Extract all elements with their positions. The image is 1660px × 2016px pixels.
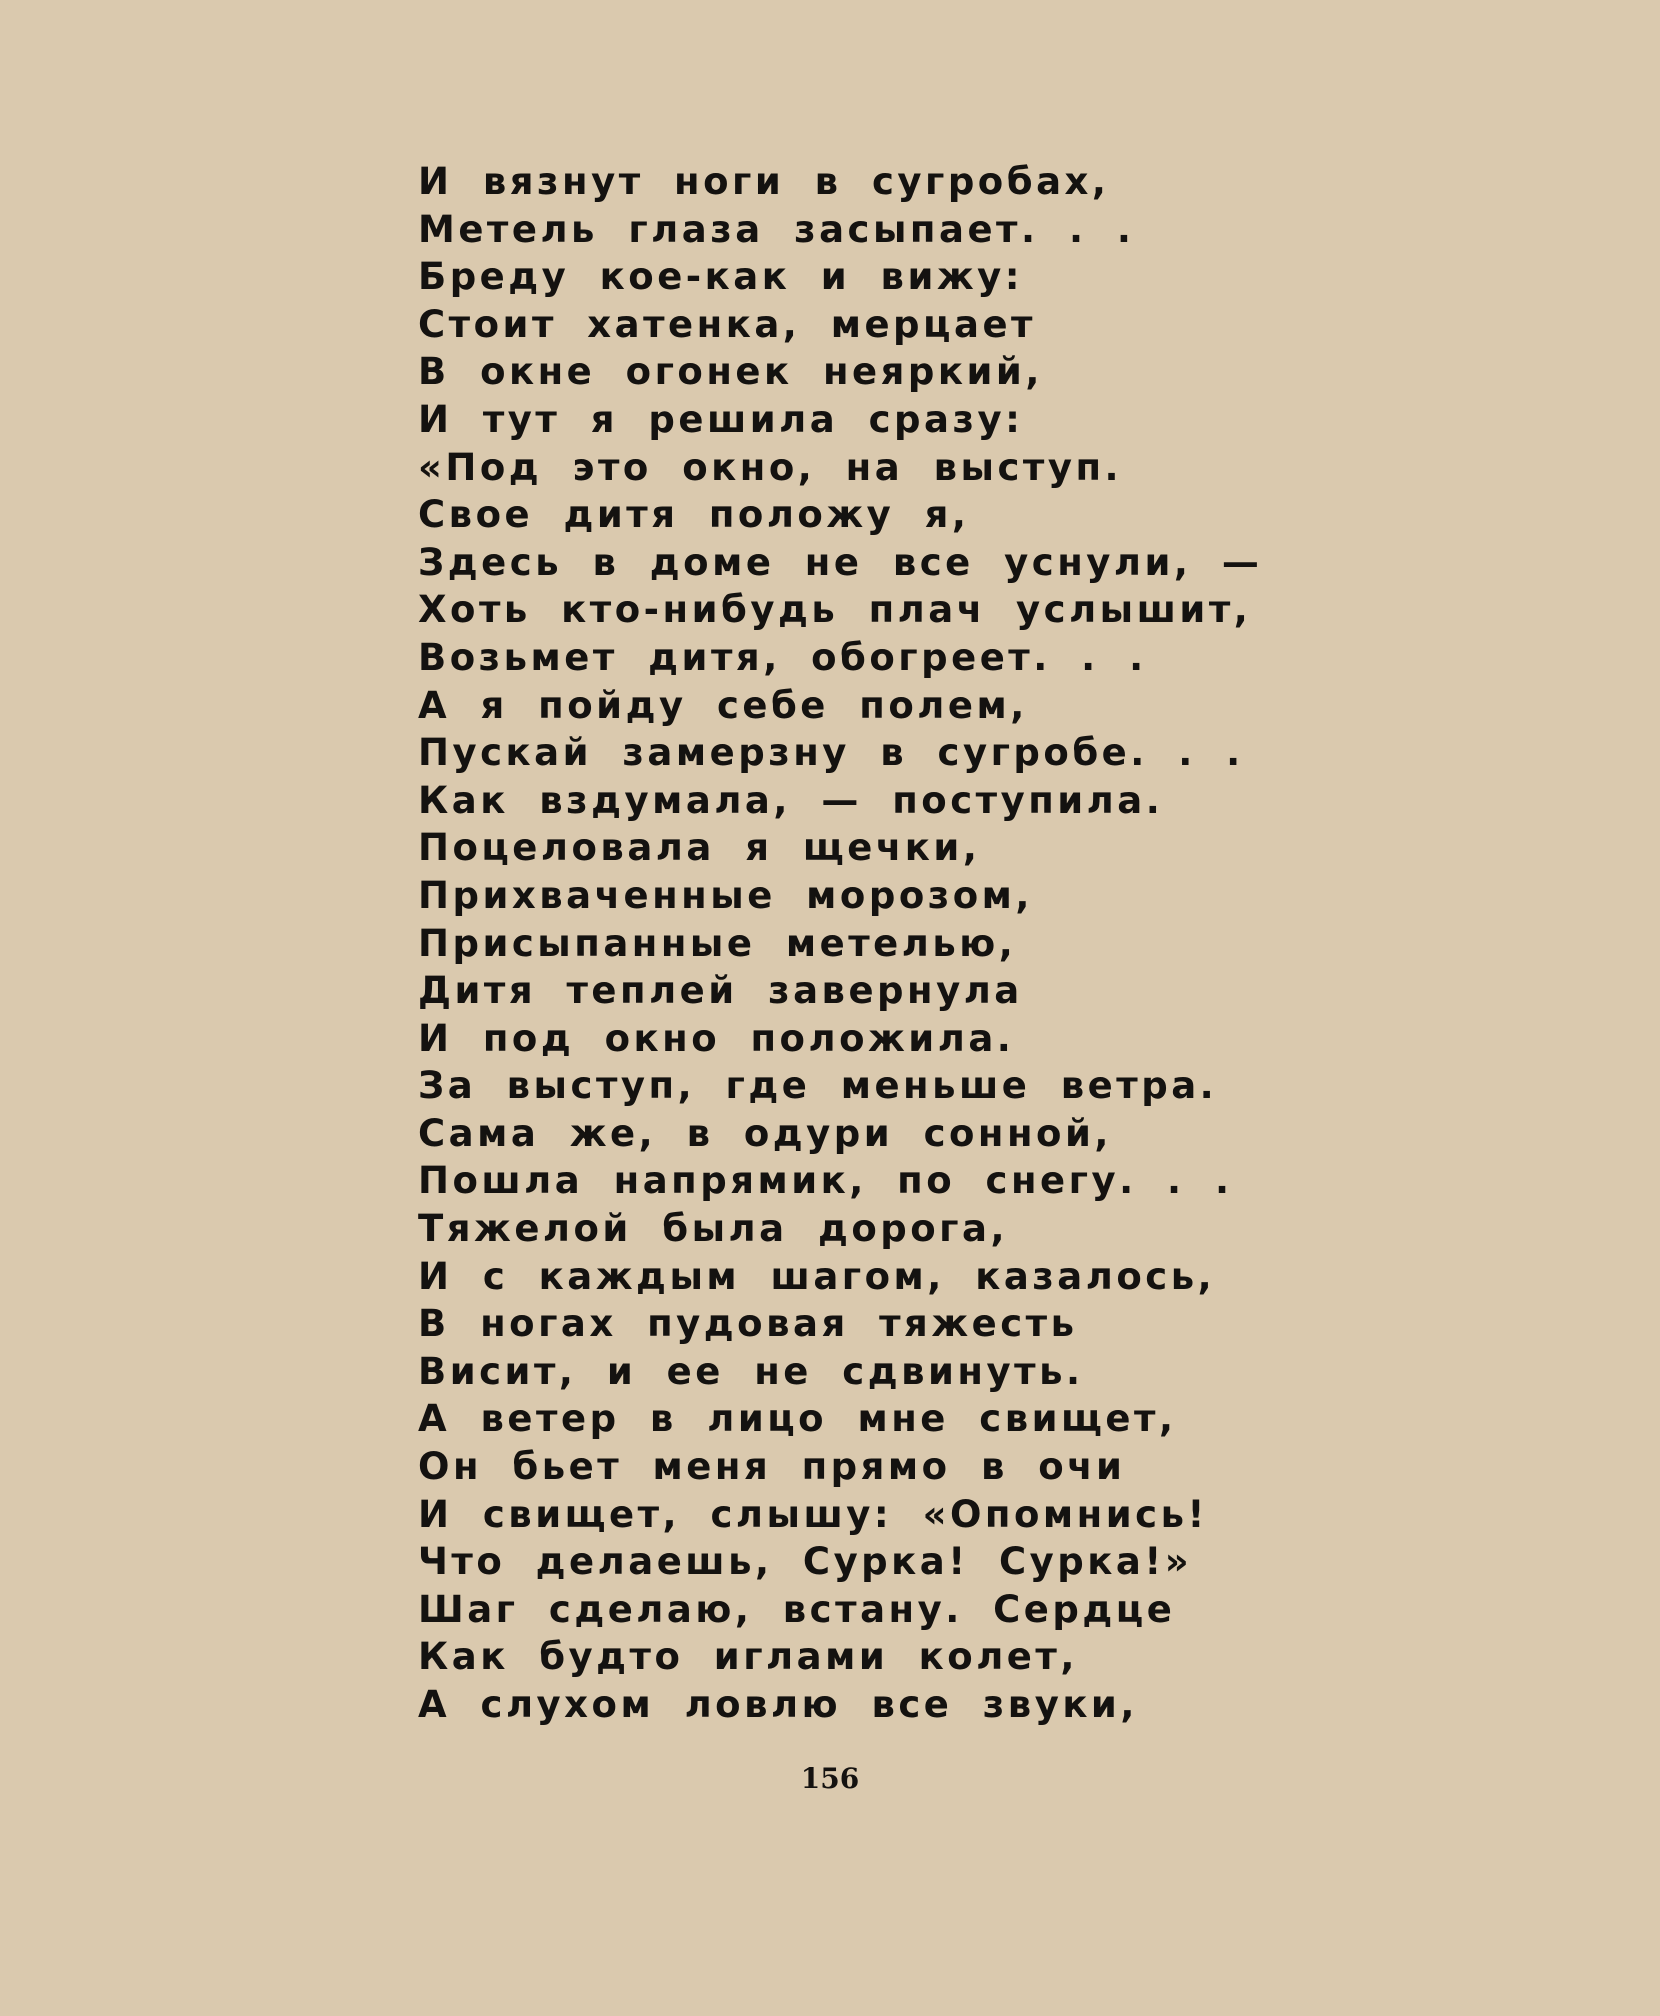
poem-line: Метель глаза засыпает. . .: [418, 207, 1135, 251]
poem-line: И под окно положила.: [418, 1016, 1015, 1060]
poem-line: Бреду кое-как и вижу:: [418, 255, 1024, 299]
poem-line: А слухом ловлю все звуки,: [418, 1683, 1138, 1726]
poem-line: Возьмет дитя, обогреет. . .: [418, 635, 1147, 679]
poem-line: Висит, и ее не сдвинуть.: [418, 1349, 1084, 1393]
poem-line: Пускай замерзну в сугробе. . .: [418, 731, 1244, 775]
poem-line: И вязнут ноги в сугробах,: [418, 160, 1110, 203]
poem-line: И тут я решила сразу:: [418, 397, 1024, 441]
poem-line: Как вздумала, — поступила.: [418, 778, 1164, 822]
poem-line: А я пойду себе полем,: [418, 683, 1028, 727]
poem-line: Пошла напрямик, по снегу. . .: [418, 1159, 1233, 1203]
poem-line: Шаг сделаю, встану. Сердце: [418, 1587, 1176, 1631]
poem-line: Присыпанные метелью,: [418, 921, 1017, 965]
poem-line: За выступ, где меньше ветра.: [418, 1064, 1218, 1108]
poem-line: И с каждым шагом, казалось,: [418, 1254, 1216, 1298]
poem-line: Здесь в доме не все уснули, —: [418, 540, 1263, 584]
poem-line: Тяжелой была дорога,: [418, 1207, 1009, 1251]
poem-line: Что делаешь, Сурка! Сурка!»: [418, 1540, 1193, 1584]
poem-line: «Под это окно, на выступ.: [418, 445, 1123, 489]
poem-line: В ногах пудовая тяжесть: [418, 1302, 1078, 1346]
poem-line: Он бьет меня прямо в очи: [418, 1445, 1126, 1489]
poem-line: Прихваченные морозом,: [418, 873, 1033, 917]
page-number: 156: [800, 1762, 860, 1795]
poem-line: Сама же, в одури сонной,: [418, 1111, 1112, 1155]
poem-line: Хоть кто-нибудь плач услышит,: [418, 588, 1252, 632]
poem-line: И свищет, слышу: «Опомнись!: [418, 1492, 1208, 1536]
poem-line: А ветер в лицо мне свищет,: [418, 1397, 1177, 1441]
poem-line: Как будто иглами колет,: [418, 1635, 1078, 1679]
poem-line: Дитя теплей завернула: [418, 969, 1023, 1013]
poem-line: Свое дитя положу я,: [418, 493, 970, 537]
poem-line: Стоит хатенка, мерцает: [418, 302, 1036, 346]
poem-line: В окне огонек неяркий,: [418, 350, 1043, 394]
poem-text: [418, 158, 1262, 1729]
poem-line: Поцеловала я щечки,: [418, 826, 981, 870]
